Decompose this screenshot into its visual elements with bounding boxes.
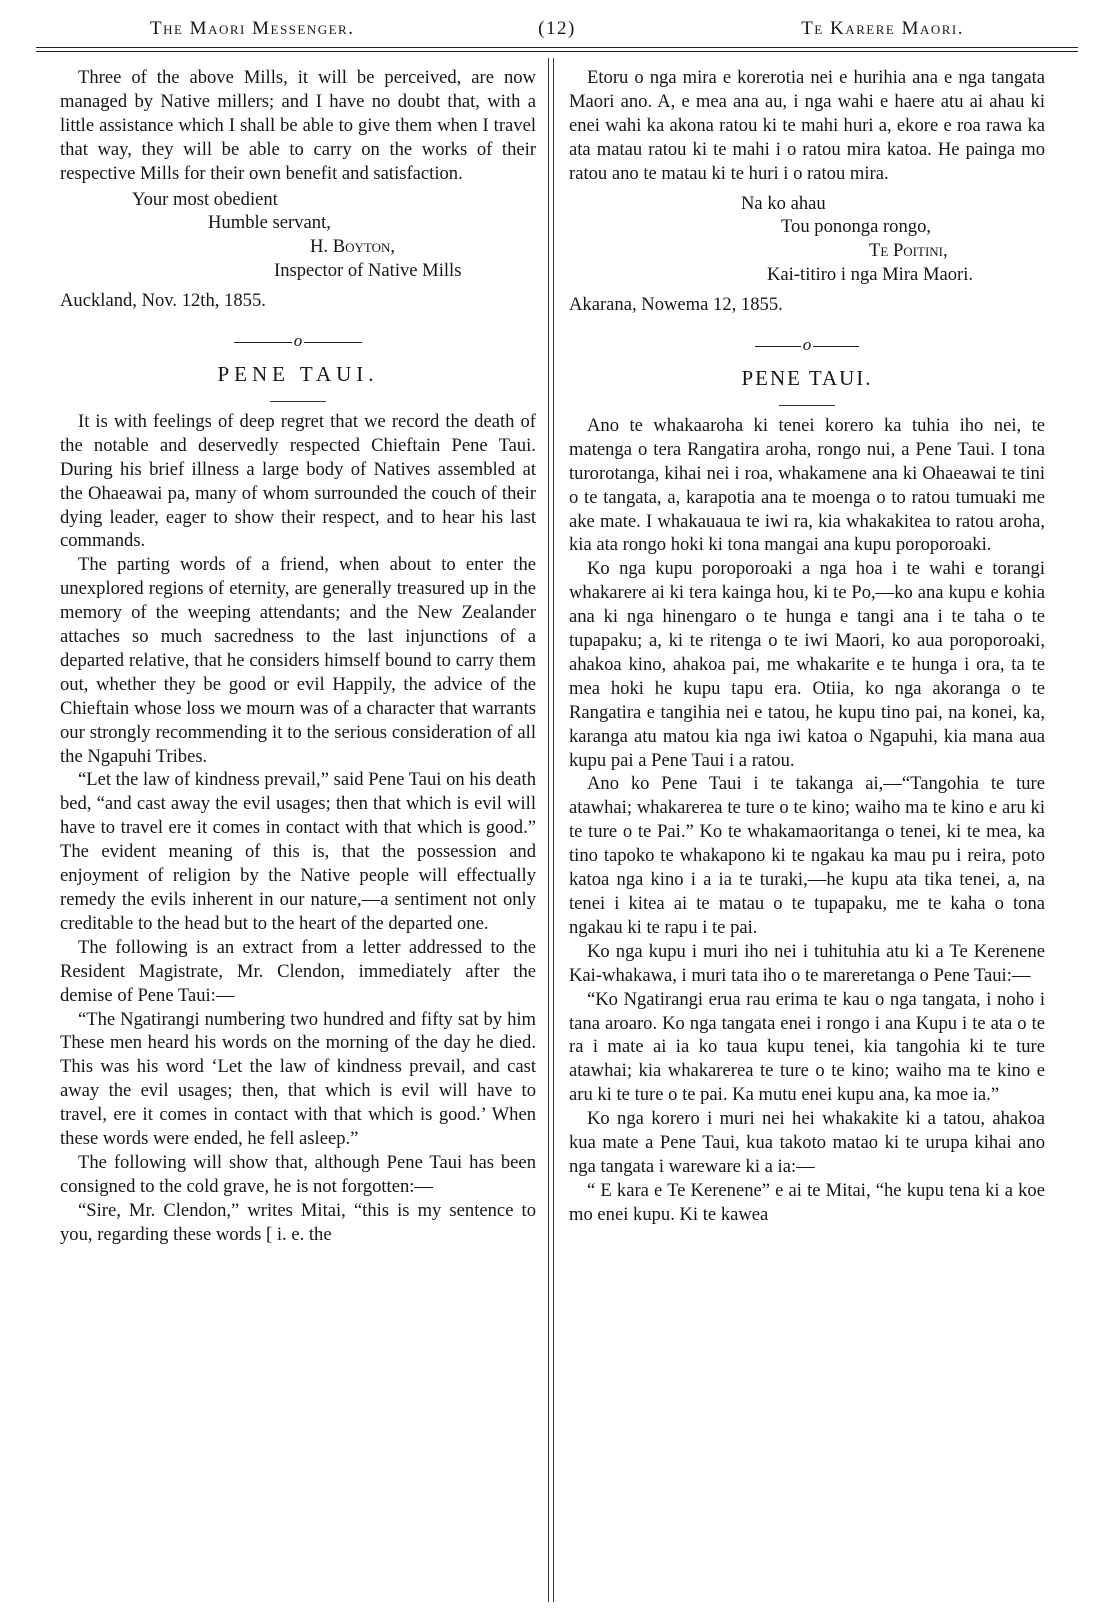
ornament-dash (813, 346, 859, 347)
maori-column (569, 66, 1045, 1227)
article-paragraph: The parting words of a friend, when about to enter the unexplored regions of eternity, are generally treasured up in the memory of the weeping attendants; and the New Zealander attaches so much sacredness to the last injunctions of a departed relative, that he considers himself bound to carry them out, whether they be good or evil Happily, the advice of the Chieftain whose loss we mourn was of a character that warrants our strongly recommending it to the serious consideration of all the Ngapuhi Tribes. (60, 554, 536, 767)
signature-name-text: H. Boyton, (310, 236, 396, 258)
ornament-dash (234, 342, 292, 343)
heading-rule (779, 405, 835, 406)
header-title-english: The Maori Messenger. (150, 18, 355, 39)
letter-closing: Na ko ahau (741, 192, 826, 214)
place-date: Auckland, Nov. 12th, 1855. (60, 290, 266, 312)
page-number: (12) (538, 18, 576, 39)
letter-closing-2: Tou pononga rongo, (781, 216, 932, 238)
running-head (150, 18, 964, 44)
header-rule (36, 47, 1078, 48)
signature-title: Inspector of Native Mills (274, 260, 462, 282)
column-divider (548, 58, 554, 1602)
article-paragraph: Ko nga korero i muri nei hei whakakite ki a tatou, ahakoa kua mate a Pene Taui, kua takoto matao ki te urupa kihai ano nga tangata i wareware ki a ia:— (569, 1108, 1045, 1177)
article-paragraph: Ano te whakaaroha ki tenei korero ka tuhia iho nei, te matenga o tera Rangatira aroha, rongo nui, a Pene Taui. I tona turorotanga, kihai nei i roa, whakamene ana ki Ohaeawai te tini o te tangata, a, karapotia ana te moenga o to ratou tumuaki me ake mate. I whakauaua te iwi ra, kia whakakitea to ratou aroha, kia ata rongo hoki ki tona mangai ana kupu poroporoaki. (569, 414, 1045, 556)
heading-rule (270, 401, 326, 402)
article-heading: PENE TAUI. (217, 361, 379, 386)
article-paragraph: Ano ko Pene Taui i te takanga ai,—“Tangohia te ture atawhai; whakarerea te ture o te kino; waiho ma te kino e aru ki te ture o te Pai.” Ko te whakamaoritanga o tenei, ki te mea, ka tino tapoko te whakapono ki te ngakau ka mau pu i reira, poto katoa nga kino i a ia te turaki,—he kupu ata tika tenei, a, na tenei i kitea ai te matau o te tupapaku, me te kaha o tona ngakau ki te rapu i te pai. (569, 773, 1045, 938)
article-paragraph: Ko nga kupu i muri iho nei i tuhituhia atu ki a Te Kerenene Kai-whakawa, i muri tata iho o te mareretanga o Pene Taui:— (569, 940, 1045, 986)
place-date: Akarana, Nowema 12, 1855. (569, 294, 783, 316)
article-paragraph: Ko nga kupu poroporoaki a nga hoa i te wahi e torangi whakarere ai ki tera kainga hou, ki te Po,—ko ana kupu e kohia ana ki nga hinengaro o te hunga e tangi ana i te taha o te tupapaku; a, ki te ritenga o te iwi Maori, ko aua poroporoaki, ahakoa kino, ahakoa pai, me whakarite e te hunga i ora, ta te mea hoki he kupu tapu era. Otiia, ko nga akoranga o te Rangatira e tangihia nei e tatou, he kupu tino pai, na konei, ka, karanga atu matou kia nga iwi katoa o Ngapuhi, kia mana aua kupu pai a Pene Taui i a ratou. (569, 558, 1045, 771)
ornament-dash (304, 342, 362, 343)
section-ornament (60, 329, 536, 353)
letter-body: Three of the above Mills, it will be perceived, are now managed by Native millers; and I have no doubt that, with a little assistance which I shall be able to give them when I travel that way, they will be able to carry on the works of their respective Mills for their own benefit and satisfaction. (60, 67, 536, 184)
article-paragraph: “Sire, Mr. Clendon,” writes Mitai, “this is my sentence to you, regarding these words [ i. e. the (60, 1199, 536, 1245)
signature-title: Kai-titiro i nga Mira Maori. (767, 264, 974, 286)
article-paragraph: The following will show that, although Pene Taui has been consigned to the cold grave, he is not forgotten:— (60, 1151, 536, 1197)
ornament-dash (755, 346, 801, 347)
header-rule-thin (36, 51, 1078, 52)
signature-name (569, 239, 1045, 263)
article-paragraph: It is with feelings of deep regret that we record the death of the notable and deservedly respected Chieftain Pene Taui. During his brief illness a large body of Natives assembled at the Ohaeawai pa, many of whom surrounded the couch of their dying leader, eager to show their respect, and to hear his last commands. (60, 410, 536, 552)
signature-name (60, 235, 536, 259)
article-heading: PENE TAUI. (741, 365, 873, 390)
article-paragraph: “The Ngatirangi numbering two hundred and fifty sat by him These men heard his words on the morning of the day he died. This was his word ‘Let the law of kindness prevail, and cast away the evil usages; then, that which is evil will have to travel, ere it comes in contact with that which is good.’ When these words were ended, he fell asleep.” (60, 1008, 536, 1150)
article-paragraph: “ E kara e Te Kerenene” e ai te Mitai, “he kupu tena ki a koe mo enei kupu. Ki te kawea (569, 1179, 1045, 1225)
letter-closing-2: Humble servant, (208, 212, 331, 234)
letter-body: Etoru o nga mira e korerotia nei e hurihia ana e nga tangata Maori ano. A, e mea ana au, i nga wahi e haere atu ai ahau ki enei wahi ka akona ratou ki te mahi huri a, ekore e roa rawa ka ata matau ratou ki te mahi i o ratou mira katoa. He painga mo ratou ano te matau ki te huri i o ratou mira. (569, 67, 1045, 184)
ornament-mark: o (293, 331, 303, 351)
article-paragraph: “Let the law of kindness prevail,” said Pene Taui on his death bed, “and cast away the evil usages; then that which is evil will have to travel ere it comes in contact with that which is good.” The evident meaning of this is, that the possession and enjoyment of religion by the Native people will effectually remedy the evils inherent in our nature,—a sentiment not only creditable to the head but to the heart of the departed one. (60, 769, 536, 934)
signature-name-text: Te Poitini, (869, 240, 948, 262)
section-ornament (569, 333, 1045, 357)
header-title-maori: Te Karere Maori. (801, 18, 964, 39)
english-column (60, 66, 536, 1247)
article-paragraph: “Ko Ngatirangi erua rau erima te kau o nga tangata, i noho i tana aroaro. Ko nga tangata enei i rongo i ana Kupu i te ata o te ra i mate ai ia ko taua kupu tenei, kia tangohia ki te ture atawhai; kia whakarerea te ture o te kino; waiho ma te kino e aru ki te ture o te pai. Ka mutu enei kupu ana, ka moe ia.” (569, 988, 1045, 1106)
ornament-mark: o (802, 335, 812, 355)
letter-closing: Your most obedient (132, 188, 278, 210)
article-paragraph: The following is an extract from a letter addressed to the Resident Magistrate, Mr. Clendon, immediately after the demise of Pene Taui:— (60, 936, 536, 1006)
